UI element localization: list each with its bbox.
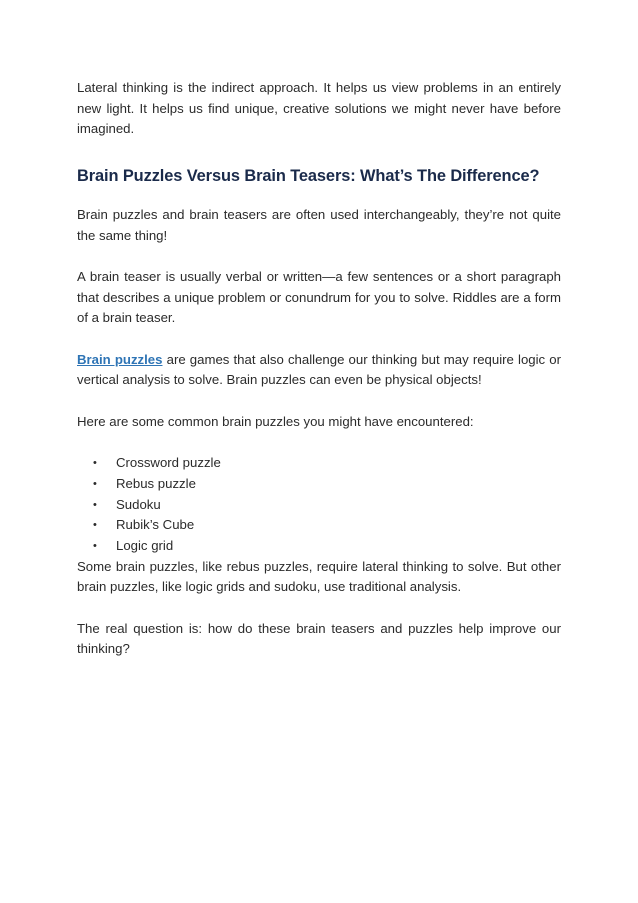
bullet-icon: • [93,519,97,532]
list-item-label: Rubik’s Cube [116,517,195,533]
bullet-icon: • [93,498,97,511]
paragraph-real-question: The real question is: how do these brain teasers and puzzles help improve our thinking? [77,620,561,657]
section-heading: Brain Puzzles Versus Brain Teasers: What’s The Difference? [77,166,540,185]
list-item-label: Logic grid [116,537,174,553]
list-item [77,474,561,495]
document-page [77,78,561,660]
paragraph-common-puzzles: Here are some common brain puzzles you might have encountered: [77,413,474,429]
list-item-label: Rebus puzzle [116,475,196,491]
brain-puzzles-link[interactable]: Brain puzzles [77,351,163,367]
list-item [77,453,561,474]
paragraph-brain-puzzles-text: are games that also challenge our thinking but may require logic or vertical analysis to solve. Brain puzzles can even be physical objects! [77,351,561,388]
bullet-icon: • [93,477,97,490]
list-item [77,495,561,516]
list-item-label: Crossword puzzle [116,455,221,471]
list-item [77,515,561,536]
paragraph-brain-teaser: A brain teaser is usually verbal or written—a few sentences or a short paragraph that describes a unique problem or conundrum for you to solve. Riddles are a form of a brain teaser. [77,268,561,326]
paragraph-brain-puzzles [77,350,561,391]
paragraph-interchangeable: Brain puzzles and brain teasers are often used interchangeably, they’re not quite the same thing! [77,206,561,243]
bullet-icon: • [93,457,97,470]
puzzle-list [77,453,561,557]
intro-paragraph: Lateral thinking is the indirect approach. It helps us view problems in an entirely new light. It helps us find unique, creative solutions we might never have before imagined. [77,80,561,137]
paragraph-lateral-vs-traditional: Some brain puzzles, like rebus puzzles, require lateral thinking to solve. But other brain puzzles, like logic grids and sudoku, use traditional analysis. [77,558,561,595]
list-item [77,536,561,557]
list-item-label: Sudoku [116,496,161,512]
bullet-icon: • [93,539,97,552]
